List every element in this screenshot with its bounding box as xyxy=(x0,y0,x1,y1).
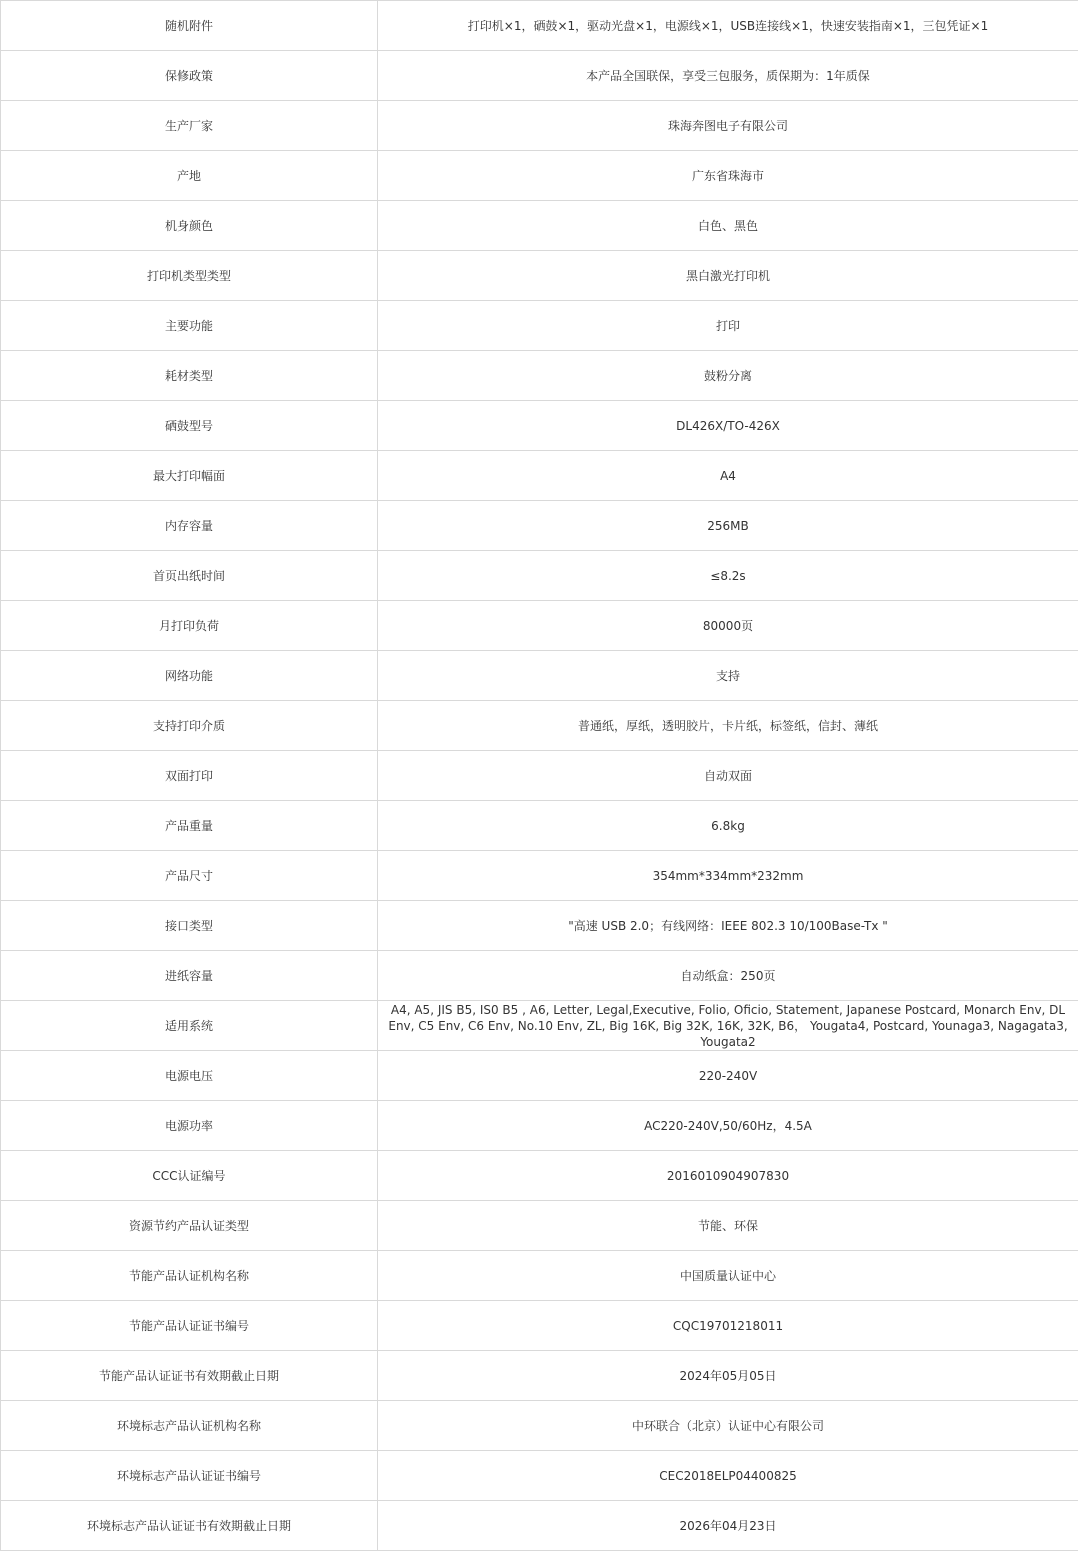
table-row xyxy=(1,1251,1078,1301)
spec-label: 保修政策 xyxy=(1,51,378,101)
table-row xyxy=(1,301,1078,351)
spec-label: 主要功能 xyxy=(1,301,378,351)
spec-label: 环境标志产品认证证书编号 xyxy=(1,1451,378,1501)
table-row xyxy=(1,1501,1078,1551)
table-row xyxy=(1,901,1078,951)
spec-value: 自动纸盒：250页 xyxy=(378,951,1078,1001)
table-row xyxy=(1,651,1078,701)
table-row xyxy=(1,251,1078,301)
table-row xyxy=(1,1151,1078,1201)
spec-label: 内存容量 xyxy=(1,501,378,551)
table-row xyxy=(1,851,1078,901)
table-row xyxy=(1,1,1078,51)
spec-value: 节能、环保 xyxy=(378,1201,1078,1251)
spec-label: 电源功率 xyxy=(1,1101,378,1151)
table-row xyxy=(1,951,1078,1001)
spec-table-body xyxy=(1,1,1078,1551)
spec-label: 网络功能 xyxy=(1,651,378,701)
spec-value: 256MB xyxy=(378,501,1078,551)
spec-label: 硒鼓型号 xyxy=(1,401,378,451)
spec-value: 本产品全国联保，享受三包服务，质保期为：1年质保 xyxy=(378,51,1078,101)
spec-label: 节能产品认证机构名称 xyxy=(1,1251,378,1301)
spec-value: 支持 xyxy=(378,651,1078,701)
table-row xyxy=(1,1001,1078,1051)
spec-label: 节能产品认证证书有效期截止日期 xyxy=(1,1351,378,1401)
table-row xyxy=(1,1451,1078,1501)
spec-label: 生产厂家 xyxy=(1,101,378,151)
spec-value: A4, A5, JIS B5, IS0 B5 , A6, Letter, Legal,Executive, Folio, Oficio, Statement, Japanese Postcard, Monarch Env, DL Env, C5 Env, C6 Env, No.10 Env, ZL, Big 16K, Big 32K, 16K, 32K, B6， Yougata4, Postcard, Younaga3, Nagagata3, Yougata2 xyxy=(378,1001,1078,1051)
spec-value: 2026年04月23日 xyxy=(378,1501,1078,1551)
spec-value: ≤8.2s xyxy=(378,551,1078,601)
spec-value: 中国质量认证中心 xyxy=(378,1251,1078,1301)
spec-value: 6.8kg xyxy=(378,801,1078,851)
spec-label: 最大打印幅面 xyxy=(1,451,378,501)
table-row xyxy=(1,801,1078,851)
table-row xyxy=(1,451,1078,501)
spec-label: 机身颜色 xyxy=(1,201,378,251)
spec-label: 进纸容量 xyxy=(1,951,378,1001)
spec-value: AC220-240V,50/60Hz，4.5A xyxy=(378,1101,1078,1151)
spec-value: 黑白激光打印机 xyxy=(378,251,1078,301)
spec-value: 打印机×1，硒鼓×1，驱动光盘×1，电源线×1，USB连接线×1，快速安装指南×1，三包凭证×1 xyxy=(378,1,1078,51)
spec-value: 珠海奔图电子有限公司 xyxy=(378,101,1078,151)
spec-value: CQC19701218011 xyxy=(378,1301,1078,1351)
table-row xyxy=(1,1301,1078,1351)
spec-label: 环境标志产品认证机构名称 xyxy=(1,1401,378,1451)
spec-value: 2016010904907830 xyxy=(378,1151,1078,1201)
spec-value: 220-240V xyxy=(378,1051,1078,1101)
spec-label: 资源节约产品认证类型 xyxy=(1,1201,378,1251)
spec-label: 接口类型 xyxy=(1,901,378,951)
spec-label: 产地 xyxy=(1,151,378,201)
spec-value: 鼓粉分离 xyxy=(378,351,1078,401)
table-row xyxy=(1,751,1078,801)
spec-value: 白色、黑色 xyxy=(378,201,1078,251)
spec-value: 广东省珠海市 xyxy=(378,151,1078,201)
spec-label: 电源电压 xyxy=(1,1051,378,1101)
spec-value: 80000页 xyxy=(378,601,1078,651)
spec-label: CCC认证编号 xyxy=(1,1151,378,1201)
table-row xyxy=(1,501,1078,551)
spec-value: 2024年05月05日 xyxy=(378,1351,1078,1401)
table-row xyxy=(1,1401,1078,1451)
spec-value: CEC2018ELP04400825 xyxy=(378,1451,1078,1501)
table-row xyxy=(1,1351,1078,1401)
spec-value: DL426X/TO-426X xyxy=(378,401,1078,451)
table-row xyxy=(1,101,1078,151)
spec-label: 首页出纸时间 xyxy=(1,551,378,601)
spec-label: 环境标志产品认证证书有效期截止日期 xyxy=(1,1501,378,1551)
spec-value: "高速 USB 2.0；有线网络：IEEE 802.3 10/100Base-Tx " xyxy=(378,901,1078,951)
table-row xyxy=(1,551,1078,601)
table-row xyxy=(1,601,1078,651)
spec-label: 双面打印 xyxy=(1,751,378,801)
spec-value: 自动双面 xyxy=(378,751,1078,801)
spec-label: 耗材类型 xyxy=(1,351,378,401)
spec-label: 适用系统 xyxy=(1,1001,378,1051)
spec-value: 中环联合（北京）认证中心有限公司 xyxy=(378,1401,1078,1451)
table-row xyxy=(1,1051,1078,1101)
spec-value: 普通纸，厚纸，透明胶片，卡片纸，标签纸，信封、薄纸 xyxy=(378,701,1078,751)
table-row xyxy=(1,351,1078,401)
table-row xyxy=(1,201,1078,251)
spec-label: 打印机类型类型 xyxy=(1,251,378,301)
spec-label: 月打印负荷 xyxy=(1,601,378,651)
spec-value: 354mm*334mm*232mm xyxy=(378,851,1078,901)
spec-label: 产品尺寸 xyxy=(1,851,378,901)
spec-label: 节能产品认证证书编号 xyxy=(1,1301,378,1351)
spec-label: 随机附件 xyxy=(1,1,378,51)
table-row xyxy=(1,1201,1078,1251)
spec-value: 打印 xyxy=(378,301,1078,351)
spec-value: A4 xyxy=(378,451,1078,501)
spec-label: 产品重量 xyxy=(1,801,378,851)
table-row xyxy=(1,51,1078,101)
table-row xyxy=(1,151,1078,201)
table-row xyxy=(1,701,1078,751)
table-row xyxy=(1,1101,1078,1151)
spec-label: 支持打印介质 xyxy=(1,701,378,751)
table-row xyxy=(1,401,1078,451)
